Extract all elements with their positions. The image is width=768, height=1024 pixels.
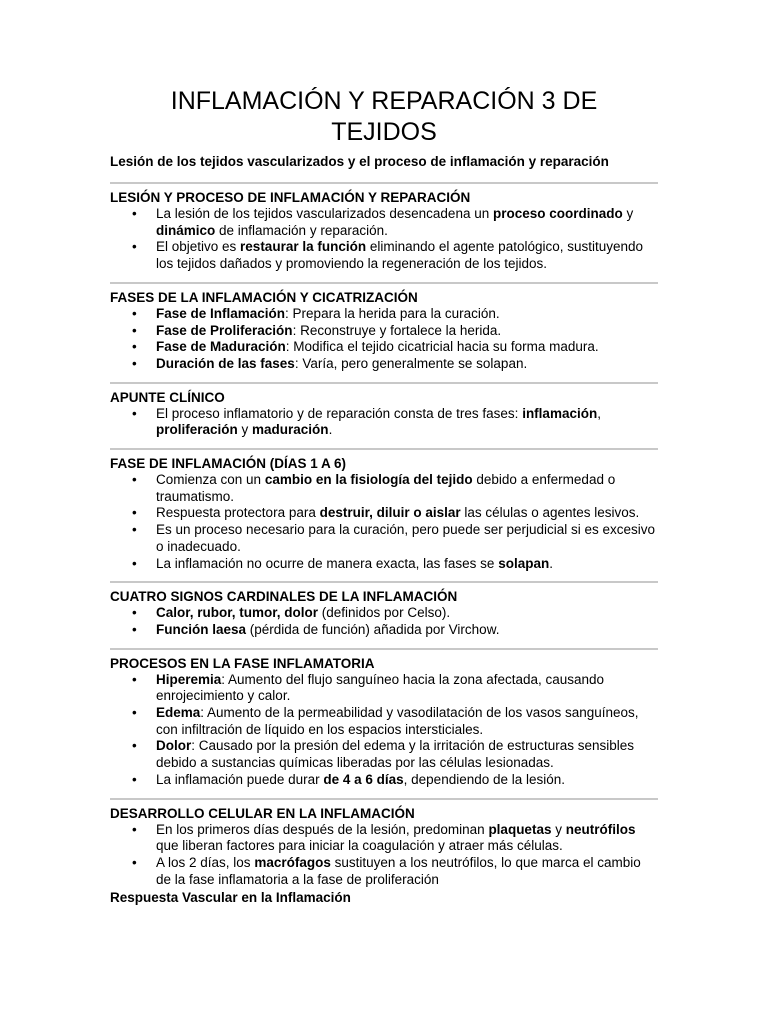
bullet-list (110, 605, 658, 638)
text-run: En los primeros días después de la lesión, predominan (156, 821, 489, 837)
list-item (110, 772, 658, 789)
section-heading: APUNTE CLÍNICO (110, 389, 225, 405)
closing-heading: Respuesta Vascular en la Inflamación (110, 890, 351, 906)
list-item (110, 522, 658, 555)
bold-text: proceso coordinado (492, 206, 623, 221)
section-heading: FASES DE LA INFLAMACIÓN Y CICATRIZACIÓN (110, 289, 418, 305)
text-run: : Prepara la herida para la curación. (285, 305, 500, 321)
document-body (110, 182, 658, 906)
list-item (110, 306, 658, 323)
bold-text: Duración de las fases (156, 355, 295, 371)
section (110, 798, 658, 889)
text-run: (pérdida de función) añadida por Virchow. (246, 621, 500, 637)
bold-text: macrófagos (254, 854, 331, 870)
text-run: las células o agentes lesivos. (460, 505, 640, 521)
title-line-1: INFLAMACIÓN Y REPARACIÓN 3 DE (170, 87, 598, 115)
text-run: eliminando el agente patológico, sustituyendo los tejidos dañados y promoviendo la regeneración de los tejidos. (156, 239, 644, 272)
bold-text: Función laesa (156, 621, 247, 637)
bold-text: solapan (498, 555, 550, 571)
bold-text: Fase de Inflamación (156, 305, 286, 321)
section-heading: LESIÓN Y PROCESO DE INFLAMACIÓN Y REPARACIÓN (110, 190, 471, 205)
section-heading: DESARROLLO CELULAR EN LA INFLAMACIÓN (110, 805, 415, 821)
text-run: : Reconstruye y fortalece la herida. (292, 322, 502, 338)
text-run: A los 2 días, los (156, 854, 255, 870)
bold-text: neutrófilos (565, 821, 636, 837)
bold-text: Dolor (156, 738, 192, 754)
text-run: (definidos por Celso). (318, 605, 451, 621)
bold-text: Fase de Maduración (156, 339, 286, 355)
list-item (110, 622, 658, 639)
section-heading: CUATRO SIGNOS CARDINALES DE LA INFLAMACIÓN (110, 589, 458, 605)
bold-text: plaquetas (488, 821, 552, 837)
bold-text: destruir, diluir o aislar (319, 505, 461, 521)
text-run: , dependiendo de la lesión. (403, 771, 566, 787)
text-run: : Modifica el tejido cicatricial hacia su forma madura. (285, 339, 599, 355)
text-run: : Aumento del flujo sanguíneo hacia la zona afectada, causando enrojecimiento y calor. (156, 671, 605, 704)
bullet-list (110, 306, 658, 373)
section-heading: PROCESOS EN LA FASE INFLAMATORIA (110, 655, 375, 671)
bold-text: cambio en la fisiología del tejido (264, 472, 473, 488)
bold-text: restaurar la función (240, 239, 367, 255)
list-item (110, 672, 658, 705)
bullet-list (110, 406, 658, 439)
list-item (110, 206, 658, 239)
text-run: : Varía, pero generalmente se solapan. (294, 355, 528, 371)
list-item (110, 556, 658, 573)
text-run: : Causado por la presión del edema y la irritación de estructuras sensibles debido a sustancias químicas liberadas por las células lesionadas. (156, 738, 634, 771)
section (110, 382, 658, 439)
bold-text: Calor, rubor, tumor, dolor (156, 605, 319, 621)
list-item (110, 505, 658, 522)
list-item (110, 339, 658, 356)
list-item (110, 239, 658, 272)
section (110, 448, 658, 572)
list-item (110, 406, 658, 439)
title-line-2: TEJIDOS (331, 118, 437, 146)
text-run: La lesión de los tejidos vascularizados desencadena un (156, 206, 493, 221)
text-run: de inflamación y reparación. (215, 222, 388, 238)
list-item (110, 855, 658, 888)
text-run: y (622, 206, 634, 221)
section (110, 182, 658, 273)
bold-text: Fase de Proliferación (156, 322, 293, 338)
text-run: El objetivo es (156, 239, 241, 255)
section-heading: FASE DE INFLAMACIÓN (DÍAS 1 A 6) (110, 456, 347, 472)
bullet-list (110, 206, 658, 273)
list-item (110, 705, 658, 738)
section (110, 282, 658, 373)
bullet-list (110, 672, 658, 789)
section (110, 648, 658, 789)
text-run: y (237, 422, 253, 438)
bold-text: Hiperemia (156, 671, 222, 687)
text-run: Comienza con un (156, 472, 265, 488)
list-item (110, 323, 658, 340)
text-run: Es un proceso necesario para la curación, pero puede ser perjudicial si es excesivo o inadecuado. (156, 522, 656, 554)
text-run: . (328, 422, 333, 438)
text-run: que liberan factores para iniciar la coagulación y atraer más células. (156, 838, 563, 854)
bold-text: dinámico (156, 222, 216, 238)
list-item (110, 605, 658, 622)
list-item (110, 472, 658, 505)
list-item (110, 356, 658, 373)
text-run: . (549, 555, 553, 571)
bold-text: Edema (156, 705, 201, 721)
bold-text: de 4 a 6 días (323, 771, 404, 787)
list-item (110, 738, 658, 771)
section (110, 581, 658, 638)
bullet-list (110, 822, 658, 889)
page-title (110, 86, 658, 148)
bold-text: inflamación (522, 405, 598, 421)
text-run: La inflamación no ocurre de manera exacta, las fases se (156, 555, 499, 571)
text-run: La inflamación puede durar (156, 771, 324, 787)
text-run: sustituyen a los neutrófilos, lo que marca el cambio de la fase inflamatoria a la fase de proliferación (156, 854, 641, 887)
page-subtitle: Lesión de los tejidos vascularizados y el proceso de inflamación y reparación (110, 154, 609, 169)
text-run: El proceso inflamatorio y de reparación consta de tres fases: (156, 405, 523, 421)
text-run: , (597, 405, 601, 421)
bold-text: proliferación (156, 422, 238, 438)
text-run: : Aumento de la permeabilidad y vasodilatación de los vasos sanguíneos, con infiltración de líquido en los espacios intersticiales. (156, 705, 639, 737)
list-item (110, 822, 658, 855)
text-run: y (551, 821, 566, 837)
bullet-list (110, 472, 658, 572)
text-run: debido a enfermedad o traumatismo. (156, 472, 616, 504)
text-run: Respuesta protectora para (156, 505, 320, 521)
bold-text: maduración (252, 422, 329, 438)
